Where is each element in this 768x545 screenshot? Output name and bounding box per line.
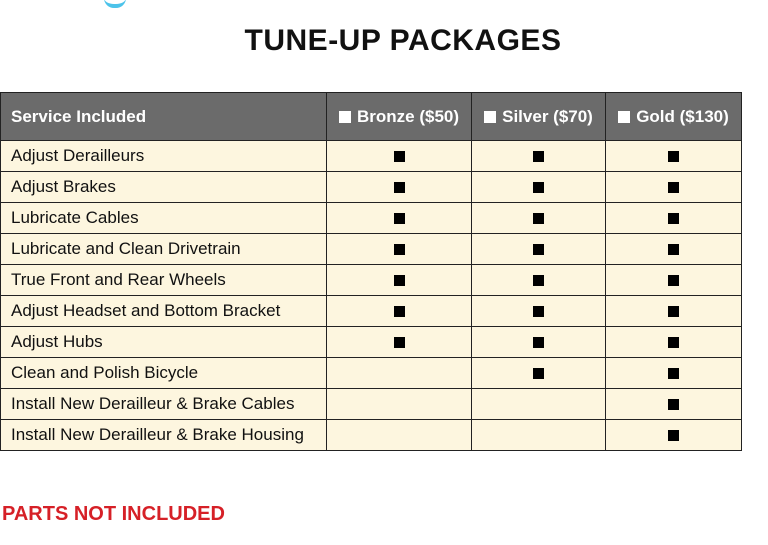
bronze-cell [327, 265, 472, 296]
gold-cell [606, 234, 742, 265]
column-header-bronze: Bronze ($50) [327, 93, 472, 141]
included-square-icon [533, 337, 544, 348]
service-name: Lubricate and Clean Drivetrain [1, 234, 327, 265]
included-square-icon [533, 182, 544, 193]
included-square-icon [668, 244, 679, 255]
silver-cell [472, 265, 606, 296]
bronze-cell [327, 358, 472, 389]
cropped-logo-fragment [104, 0, 126, 8]
included-square-icon [533, 368, 544, 379]
bronze-cell [327, 141, 472, 172]
square-bullet-icon [484, 111, 496, 123]
included-square-icon [668, 275, 679, 286]
table-body [1, 141, 742, 451]
header-row [1, 93, 742, 141]
service-name: Adjust Brakes [1, 172, 327, 203]
included-square-icon [668, 306, 679, 317]
included-square-icon [533, 306, 544, 317]
bronze-cell [327, 203, 472, 234]
bronze-cell [327, 389, 472, 420]
gold-cell [606, 172, 742, 203]
silver-cell [472, 172, 606, 203]
gold-cell [606, 141, 742, 172]
bronze-cell [327, 420, 472, 451]
included-square-icon [394, 306, 405, 317]
gold-cell [606, 296, 742, 327]
service-name: Lubricate Cables [1, 203, 327, 234]
service-name: Install New Derailleur & Brake Cables [1, 389, 327, 420]
column-header-silver: Silver ($70) [472, 93, 606, 141]
gold-cell [606, 358, 742, 389]
table-row [1, 327, 742, 358]
table-row [1, 234, 742, 265]
included-square-icon [394, 275, 405, 286]
service-name: Adjust Headset and Bottom Bracket [1, 296, 327, 327]
included-square-icon [533, 213, 544, 224]
included-square-icon [394, 244, 405, 255]
bronze-cell [327, 296, 472, 327]
bronze-cell [327, 234, 472, 265]
gold-cell [606, 389, 742, 420]
gold-cell [606, 327, 742, 358]
table-row [1, 265, 742, 296]
included-square-icon [668, 151, 679, 162]
included-square-icon [668, 368, 679, 379]
table-row [1, 389, 742, 420]
silver-cell [472, 203, 606, 234]
square-bullet-icon [339, 111, 351, 123]
included-square-icon [668, 182, 679, 193]
column-header-service: Service Included [1, 93, 327, 141]
parts-not-included-note: PARTS NOT INCLUDED [2, 503, 225, 525]
page-title: TUNE-UP PACKAGES [244, 24, 562, 57]
service-name: Adjust Derailleurs [1, 141, 327, 172]
gold-cell [606, 265, 742, 296]
table-row [1, 172, 742, 203]
gold-cell [606, 203, 742, 234]
column-header-gold: Gold ($130) [606, 93, 742, 141]
included-square-icon [533, 151, 544, 162]
silver-cell [472, 389, 606, 420]
table-row [1, 296, 742, 327]
included-square-icon [394, 182, 405, 193]
gold-cell [606, 420, 742, 451]
included-square-icon [668, 430, 679, 441]
silver-cell [472, 358, 606, 389]
table-row [1, 358, 742, 389]
service-name: Clean and Polish Bicycle [1, 358, 327, 389]
square-bullet-icon [618, 111, 630, 123]
included-square-icon [533, 275, 544, 286]
included-square-icon [394, 213, 405, 224]
silver-cell [472, 141, 606, 172]
silver-cell [472, 296, 606, 327]
service-name: Adjust Hubs [1, 327, 327, 358]
silver-cell [472, 234, 606, 265]
service-name: Install New Derailleur & Brake Housing [1, 420, 327, 451]
included-square-icon [394, 337, 405, 348]
included-square-icon [668, 213, 679, 224]
silver-cell [472, 420, 606, 451]
included-square-icon [533, 244, 544, 255]
bronze-cell [327, 172, 472, 203]
service-name: True Front and Rear Wheels [1, 265, 327, 296]
included-square-icon [668, 337, 679, 348]
packages-table [0, 92, 742, 451]
included-square-icon [394, 151, 405, 162]
table-row [1, 420, 742, 451]
bronze-cell [327, 327, 472, 358]
silver-cell [472, 327, 606, 358]
table-row [1, 141, 742, 172]
table-row [1, 203, 742, 234]
included-square-icon [668, 399, 679, 410]
